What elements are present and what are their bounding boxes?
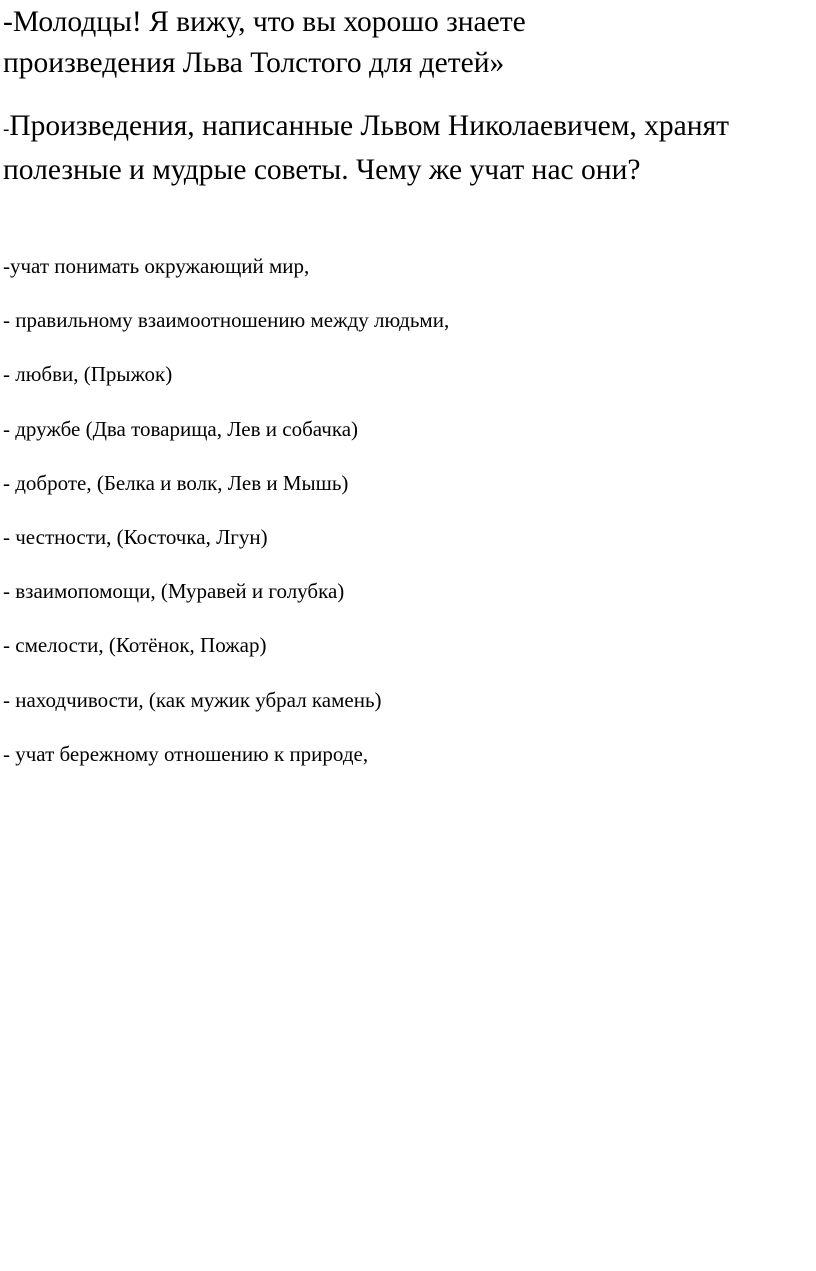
lessons-list — [3, 252, 803, 794]
list-item: - находчивости, (как мужик убрал камень) — [3, 687, 382, 712]
list-item: - честности, (Косточка, Лгун) — [3, 524, 268, 549]
intro-line-1: -Молодцы! Я вижу, что вы хорошо знаете — [3, 6, 526, 38]
question-paragraph — [3, 106, 809, 191]
list-item: - взаимопомощи, (Муравей и голубка) — [3, 579, 345, 604]
intro-paragraph — [3, 2, 803, 84]
list-item: - учат бережному отношению к природе, — [3, 741, 369, 766]
list-item: - правильному взаимоотношению между людьми, — [3, 308, 450, 333]
list-item: - доброте, (Белка и волк, Лев и Мышь) — [3, 470, 349, 495]
list-item: -учат понимать окружающий мир, — [3, 254, 310, 278]
list-item: - любви, (Прыжок) — [3, 362, 173, 387]
intro-line-2: произведения Льва Толстого для детей» — [3, 47, 505, 79]
list-item: - дружбе (Два товарища, Лев и собачка) — [3, 416, 359, 441]
question-dash: - — [3, 119, 10, 140]
list-item: - смелости, (Котёнок, Пожар) — [3, 633, 267, 658]
question-text: Произведения, написанные Львом Николаевичем, хранят полезные и мудрые советы. Чему же учат нас они? — [3, 110, 730, 186]
